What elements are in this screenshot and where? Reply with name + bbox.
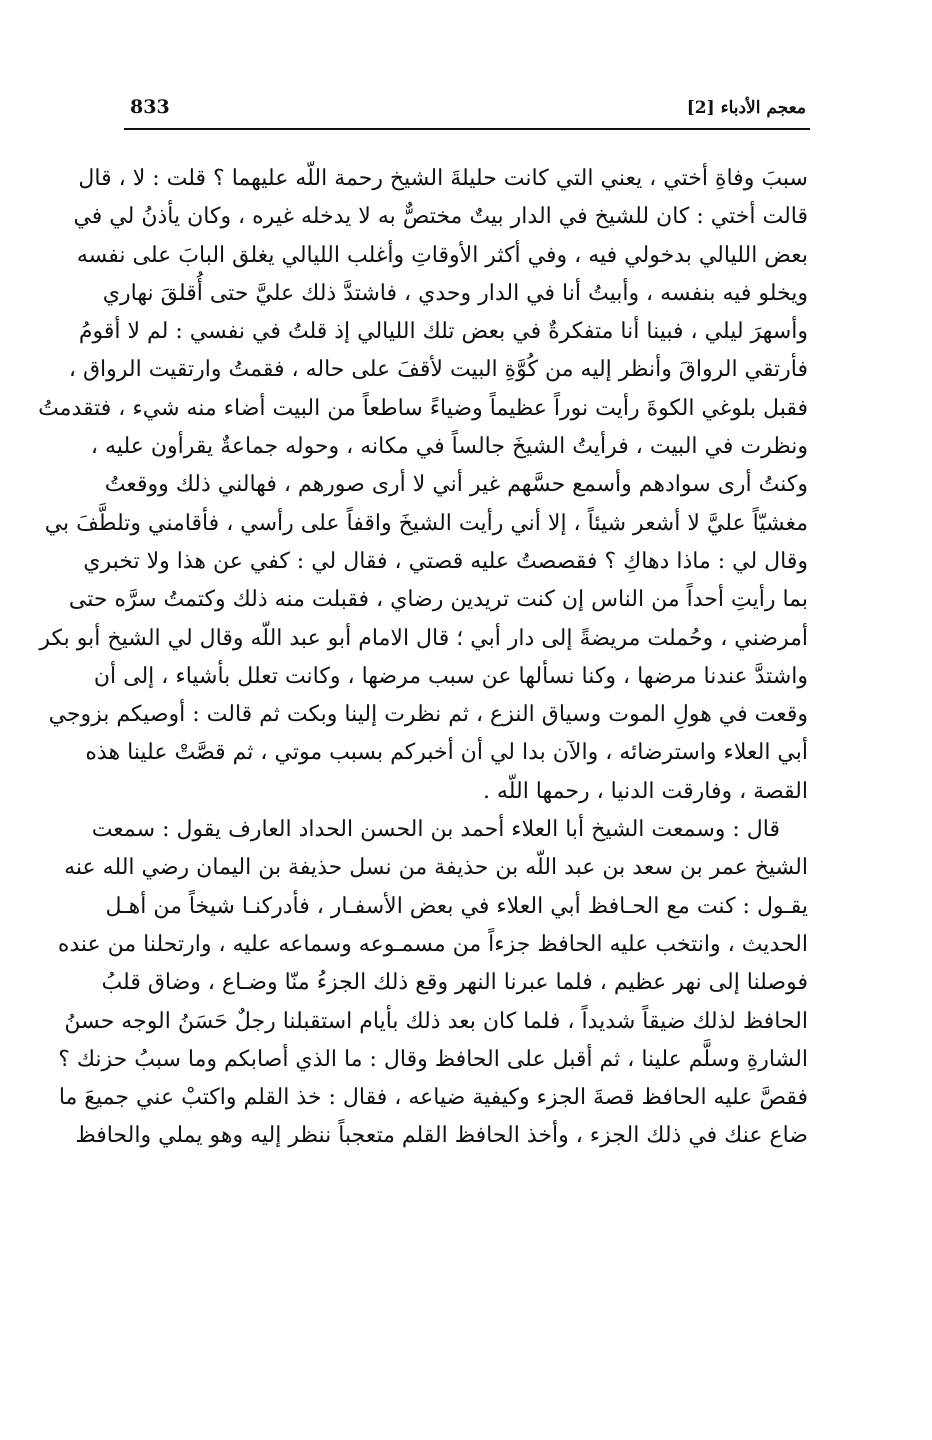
page-number: 833 (130, 96, 170, 118)
text-line: وأسهرَ ليلي ، فبينا أنا متفكرةٌ في بعض تلك الليالي إذ قلتُ في نفسي : لم لا أقومُ (78, 319, 808, 345)
text-line: أبي العلاء واسترضائه ، والآن بدا لي أن أخبركم بسبب موتي ، ثم قصَّتْ علينا هذه (85, 740, 808, 766)
text-line: وقال لي : ماذا دهاكِ ؟ فقصصتُ عليه قصتي ، فقال لي : كفي عن هذا ولا تخبري (83, 548, 808, 574)
text-line: ضاع عنك في ذلك الجزء ، وأخذ الحافظ القلم متعجباً ننظر إليه وهو يملي والحافظ (75, 1123, 808, 1149)
text-line: مغشيّاً عليَّ لا أشعر شيئاً ، إلا أني رأيت الشيخَ واقفاً على رأسي ، فأقامني وتلطَّفَ بي (44, 510, 808, 536)
text-line: فقصَّ عليه الحافظ قصةَ الجزء وكيفية ضياعه ، فقال : خذ القلم واكتبْ عني جميعَ ما (58, 1085, 808, 1111)
paragraph (38, 160, 808, 811)
running-head (130, 96, 806, 124)
text-line: واشتدَّ عندنا مرضها ، وكنا نسألها عن سبب مرضها ، وكانت تعلل بأشياء ، إلى أن (93, 663, 808, 689)
text-line: فوصلنا إلى نهر عظيم ، فلما عبرنا النهر وقع ذلك الجزءُ منّا وضـاع ، وضاق قلبُ (101, 970, 808, 996)
text-line: الشارةِ وسلَّم علينا ، ثم أقبل على الحافظ وقال : ما الذي أصابكم وما سببُ حزنك ؟ (58, 1046, 808, 1072)
text-line: ونظرت في البيت ، فرأيتُ الشيخَ جالساً في مكانه ، وحوله جماعةٌ يقرأون عليه ، (90, 434, 808, 460)
text-line: الحافظ لذلك ضيقاً شديداً ، فلما كان بعد ذلك بأيام استقبلنا رجلٌ حَسَنُ الوجه حسنُ (64, 1008, 808, 1034)
text-line: بعض الليالي بدخولي فيه ، وفي أكثر الأوقاتِ وأغلب الليالي يغلق البابَ على نفسه (76, 242, 808, 268)
text-line: وقعت في هولِ الموت وسياق النزع ، ثم نظرت إلينا وبكت ثم قالت : أوصيكم بزوجي (48, 702, 808, 728)
book-title: معجم الأدباء [2] (686, 98, 806, 118)
text-line: الشيخ عمر بن سعد بن عبد اللّه بن حذيفة من نسل حذيفة بن اليمان رضي الله عنه (64, 855, 808, 881)
text-line: ويخلو فيه بنفسه ، وأبيتُ أنا في الدار وحدي ، فاشتدَّ ذلك عليَّ حتى أُقلقَ نهاري (102, 280, 808, 306)
text-line: بما رأيتِ أحداً من الناس إن كنت تريدين رضاي ، فقبلت منه ذلك وكتمتُ سرَّه حتى (68, 587, 808, 613)
text-line: الحديث ، وانتخب عليه الحافظ جزءاً من مسمـوعه وسماعه عليه ، وارتحلنا من عنده (57, 931, 808, 957)
text-line: فأرتقي الرواقَ وأنظر إليه من كُوَّةِ البيت لأقفَ على حاله ، فقمتُ وارتقيت الرواق ، (68, 357, 808, 383)
body-text (38, 160, 808, 1156)
text-line: وكنتُ أرى سوادهم وأسمع حسَّهم غير أني لا أرى صورهم ، فهالني ذلك ووقعتُ (104, 472, 808, 498)
text-line: قال : وسمعت الشيخ أبا العلاء أحمد بن الحسن الحداد العارف يقول : سمعت (91, 817, 780, 843)
text-line: سببَ وفاةِ أختي ، يعني التي كانت حليلةَ الشيخ رحمة اللّه عليهما ؟ قلت : لا ، قال (78, 166, 808, 191)
text-line: فقبل بلوغي الكوةَ رأيت نوراً عظيماً وضياءً ساطعاً من البيت أضاء منه شيء ، فتقدمتُ (38, 395, 808, 421)
text-line: يقـول : كنت مع الحـافظ أبي العلاء في بعض الأسفـار ، فأدركنـا شيخاً من أهـل (105, 893, 808, 919)
header-rule (124, 128, 810, 130)
text-line: قالت أختي : كان للشيخ في الدار بيتٌ مختصٌّ به لا يدخله غيره ، وكان يأذنُ لي في (73, 204, 808, 230)
text-line: أمرضني ، وحُملت مريضةً إلى دار أبي ؛ قال الامام أبو عبد اللّه وقال لي الشيخ أبو بكر (39, 625, 808, 651)
text-line: القصة ، وفارقت الدنيا ، رحمها اللّه . (482, 778, 808, 804)
paragraph (57, 811, 808, 1156)
